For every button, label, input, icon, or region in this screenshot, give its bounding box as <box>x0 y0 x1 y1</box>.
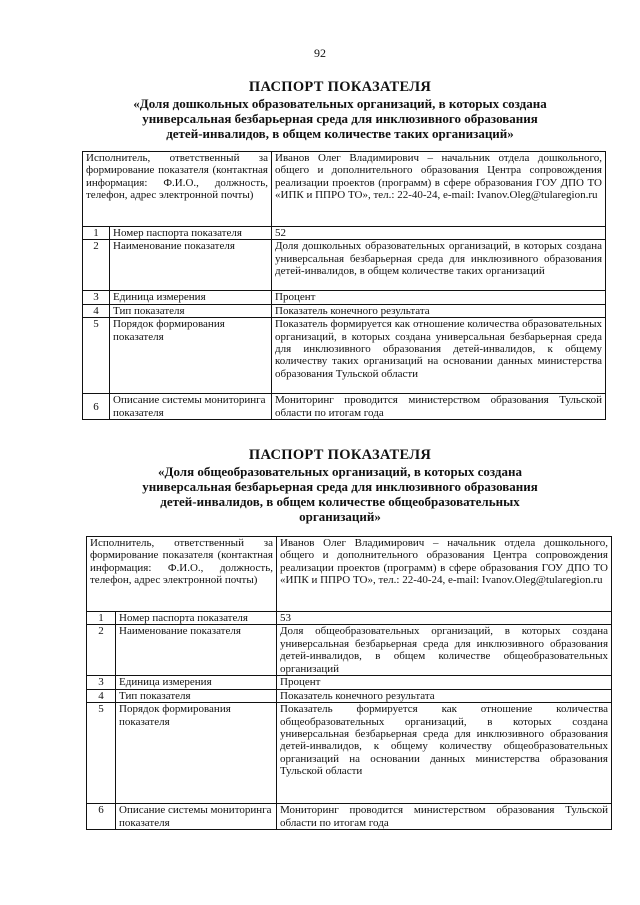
row-value: Мониторинг проводится министерством образования Тульской области по итогам года <box>272 394 606 420</box>
passport-1-title-line: «Доля дошкольных образовательных организаций, в которых создана <box>133 96 547 111</box>
executor-value: Иванов Олег Владимирович – начальник отдела дошкольного, общего и дополнительного образования Центра сопровождения реализации проектов (программ) в сфере образования ГОУ ДПО ТО «ИПК и ППРО ТО», тел.: 22-40-24, e-mail: Ivanov.Oleg@tularegion.ru <box>277 537 612 612</box>
row-label: Наименование показателя <box>116 625 277 676</box>
row-label: Единица измерения <box>116 676 277 689</box>
table-row <box>87 537 612 612</box>
row-number: 4 <box>87 689 116 702</box>
table-row <box>87 703 612 804</box>
row-label: Порядок формирования показателя <box>116 703 277 804</box>
row-label: Тип показателя <box>110 304 272 317</box>
row-value: 52 <box>272 227 606 240</box>
row-label: Тип показателя <box>116 689 277 702</box>
row-value: Доля дошкольных образовательных организаций, в которых создана универсальная безбарьерная среда для инклюзивного образования детей-инвалидов, в общем количестве таких организаций <box>272 240 606 291</box>
passport-1-table <box>82 151 606 420</box>
executor-label: Исполнитель, ответственный за формирование показателя (контактная информация: Ф.И.О., должность, телефон, адрес электронной почты) <box>83 152 272 227</box>
row-value: Мониторинг проводится министерством образования Тульской области по итогам года <box>277 804 612 830</box>
passport-1-title-line: универсальная безбарьерная среда для инклюзивного образования <box>142 111 538 126</box>
row-number: 3 <box>87 676 116 689</box>
row-value: Показатель формируется как отношение количества образовательных организаций, в которых создана универсальная безбарьерная среда для инклюзивного образования детей-инвалидов, к общему количеству таких организаций на основании данных министерства образования Тульской области <box>272 318 606 394</box>
table-row <box>87 804 612 830</box>
table-row <box>87 625 612 676</box>
row-number: 5 <box>87 703 116 804</box>
table-row <box>87 689 612 702</box>
row-value: 53 <box>277 612 612 625</box>
table-row <box>83 152 606 227</box>
row-value: Процент <box>272 291 606 304</box>
table-row <box>83 318 606 394</box>
passport-1-title <box>80 79 600 141</box>
table-row <box>83 227 606 240</box>
row-value: Показатель формируется как отношение количества общеобразовательных организаций, в которых создана универсальная безбарьерная среда для инклюзивного образования детей-инвалидов, к общему количеству общеобразовательных организаций на основании данных министерства образования Тульской области <box>277 703 612 804</box>
row-label: Описание системы мониторинга показателя <box>116 804 277 830</box>
row-label: Наименование показателя <box>110 240 272 291</box>
row-label: Номер паспорта показателя <box>110 227 272 240</box>
table-row <box>83 240 606 291</box>
row-label: Номер паспорта показателя <box>116 612 277 625</box>
row-number: 6 <box>83 394 110 420</box>
row-number: 5 <box>83 318 110 394</box>
table-row <box>83 394 606 420</box>
row-label: Описание системы мониторинга показателя <box>110 394 272 420</box>
table-row <box>83 291 606 304</box>
row-value: Доля общеобразовательных организаций, в которых создана универсальная безбарьерная среда для инклюзивного образования детей-инвалидов, в общем количестве общеобразовательных организаций <box>277 625 612 676</box>
row-number: 6 <box>87 804 116 830</box>
table-row <box>87 612 612 625</box>
passport-2-title-line: детей-инвалидов, в общем количестве общеобразовательных <box>160 494 520 509</box>
row-value: Показатель конечного результата <box>272 304 606 317</box>
row-label: Единица измерения <box>110 291 272 304</box>
table-row <box>83 304 606 317</box>
row-number: 2 <box>83 240 110 291</box>
row-number: 4 <box>83 304 110 317</box>
row-number: 1 <box>83 227 110 240</box>
executor-label: Исполнитель, ответственный за формирование показателя (контактная информация: Ф.И.О., должность, телефон, адрес электронной почты) <box>87 537 277 612</box>
table-row <box>87 676 612 689</box>
passport-2-heading: ПАСПОРТ ПОКАЗАТЕЛЯ <box>248 447 432 463</box>
row-label: Порядок формирования показателя <box>110 318 272 394</box>
passport-2-title-line: организаций» <box>299 509 381 524</box>
page-number: 92 <box>314 46 326 60</box>
passport-2-table <box>86 536 612 830</box>
executor-value: Иванов Олег Владимирович – начальник отдела дошкольного, общего и дополнительного образования Центра сопровождения реализации проектов (программ) в сфере образования ГОУ ДПО ТО «ИПК и ППРО ТО», тел.: 22-40-24, e-mail: Ivanov.Oleg@tularegion.ru <box>272 152 606 227</box>
row-value: Показатель конечного результата <box>277 689 612 702</box>
passport-2-title <box>80 447 600 524</box>
passport-2-title-line: «Доля общеобразовательных организаций, в которых создана <box>158 464 522 479</box>
row-number: 3 <box>83 291 110 304</box>
row-number: 1 <box>87 612 116 625</box>
passport-1-title-line: детей-инвалидов, в общем количестве таких организаций» <box>166 126 514 141</box>
row-value: Процент <box>277 676 612 689</box>
passport-1-heading: ПАСПОРТ ПОКАЗАТЕЛЯ <box>248 79 432 95</box>
row-number: 2 <box>87 625 116 676</box>
passport-2-title-line: универсальная безбарьерная среда для инклюзивного образования <box>142 479 538 494</box>
